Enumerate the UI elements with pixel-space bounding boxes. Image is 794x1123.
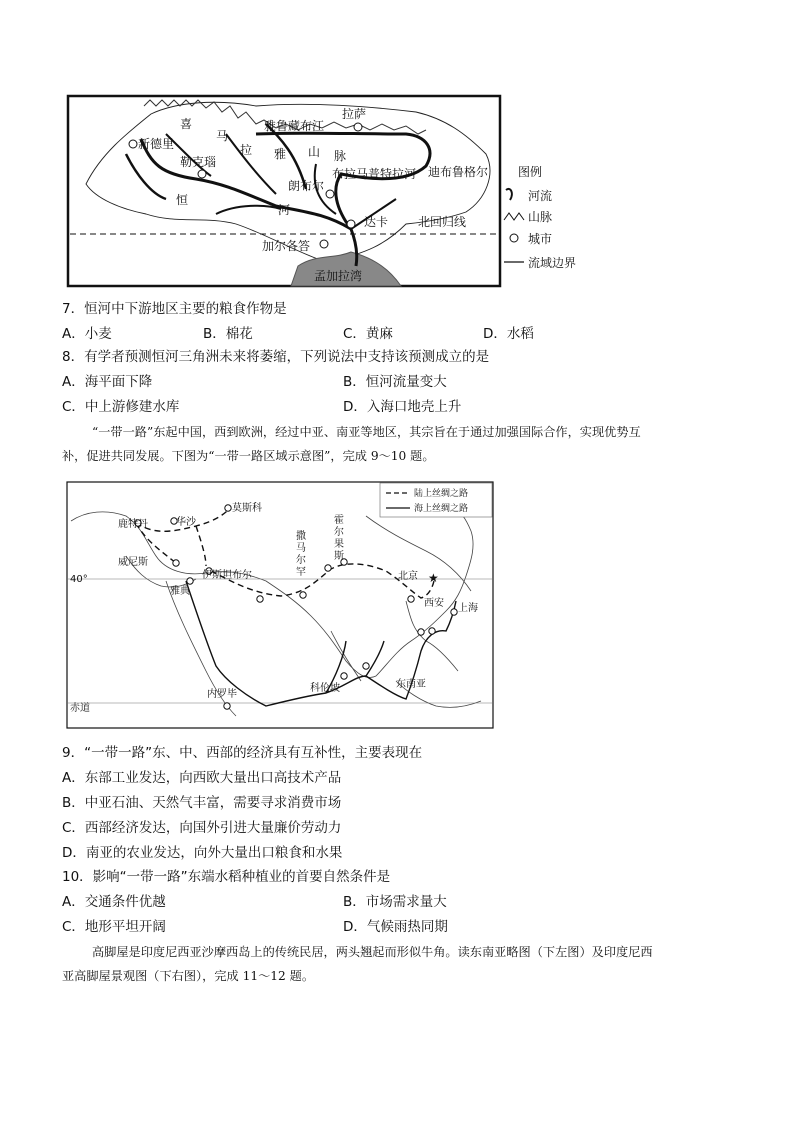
label-colombo: 科伦坡 [310,683,340,694]
label-dibrugarh: 迪布鲁格尔 [428,165,489,179]
label-ma: 马 [216,129,229,143]
q8-option-c: C．中上游修建水库 [62,399,180,415]
label-samarkand-4: 罕 [296,567,306,578]
intro2-line2: 亚高脚屋景观图（下右图），完成 11～12 题。 [62,969,315,983]
label-mai: 脉 [334,149,347,163]
q9-option-d: D．南亚的农业发达，向外大量出口粮食和水果 [62,845,343,861]
label-la: 拉 [240,143,253,157]
city-marker [173,560,179,566]
q8-option-b: B．恒河流量变大 [343,374,447,390]
city-marker [320,240,328,248]
label-lat40: 40° [70,574,88,585]
q9-stem: 9．“一带一路”东、中、西部的经济具有互补性，主要表现在 [62,745,423,761]
q7-option-a: A．小麦 [62,326,112,342]
label-brahmaputra: 布拉马普特拉河 [332,167,417,181]
svg-text:海上丝绸之路: 海上丝绸之路 [414,504,469,514]
intro1-line1: “一带一路”东起中国，西到欧洲，经过中亚、南亚等地区，其宗旨在于通过加强国际合作，实现优势互 [92,425,641,439]
label-yarlung: 雅鲁藏布江 [264,119,325,133]
label-dongling: 东南亚 [396,679,426,690]
label-shan: 山 [308,145,321,159]
label-khorgos-2: 尔 [334,527,344,538]
svg-text:陆上丝绸之路: 陆上丝绸之路 [414,489,469,499]
label-he: 河 [278,203,291,217]
label-khorgos-1: 霍 [334,515,344,526]
q7-option-c: C．黄麻 [343,326,393,342]
city-legend-icon [510,234,518,242]
svg-text:城市: 城市 [528,232,553,246]
mountain-legend-icon [504,213,524,220]
city-marker [325,565,331,571]
label-beijing: 北京 [398,571,418,582]
q7-stem: 7．恒河中下游地区主要的粮食作物是 [62,301,287,317]
label-moscow: 莫斯科 [232,503,262,514]
ganges-basin-map [66,94,586,290]
q10-option-c: C．地形平坦开阔 [62,919,166,935]
city-marker [429,628,435,634]
label-xi: 喜 [180,117,193,131]
label-nairobi: 内罗毕 [207,689,237,700]
label-dhaka: 达卡 [364,215,389,229]
q10-option-d: D．气候雨热同期 [343,919,448,935]
label-khorgos-3: 果 [334,539,344,550]
svg-text:山脉: 山脉 [528,210,553,224]
q8-option-d: D．入海口地壳上升 [343,399,462,415]
label-equator: 赤道 [70,703,90,714]
label-lhasa: 拉萨 [342,107,367,121]
label-shanghai: 上海 [458,603,478,614]
q9-option-c: C．西部经济发达，向国外引进大量廉价劳动力 [62,820,342,836]
belt-road-map [66,481,494,729]
city-marker [418,629,424,635]
city-marker [347,220,355,228]
q7-option-d: D．水稻 [483,326,534,342]
intro2-line1: 高脚屋是印度尼西亚沙摩西岛上的传统民居，两头翘起而形似牛角。读东南亚略图（下左图）及印度尼西 [92,945,653,959]
label-istanbul: 伊斯坦布尔 [202,570,252,581]
city-marker [129,140,137,148]
river-legend-icon [506,189,512,200]
q10-option-b: B．市场需求量大 [343,894,447,910]
label-bay: 孟加拉湾 [314,269,363,283]
label-venice: 威尼斯 [118,557,148,568]
q9-option-a: A．东部工业发达，向西欧大量出口高技术产品 [62,770,342,786]
q7-option-b: B．棉花 [203,326,253,342]
q10-option-a: A．交通条件优越 [62,894,166,910]
label-samarkand-3: 尔 [296,555,306,566]
city-marker [451,609,457,615]
q9-option-b: B．中亚石油、天然气丰富，需要寻求消费市场 [62,795,342,811]
q8-stem: 8．有学者预测恒河三角洲未来将萎缩，下列说法中支持该预测成立的是 [62,349,490,365]
label-xian: 西安 [424,598,444,609]
city-marker [198,170,206,178]
label-athens: 雅典 [170,586,190,597]
city-marker [257,596,263,602]
intro1-line2: 补，促进共同发展。下图为“一带一路区域示意图”，完成 9～10 题。 [62,449,435,463]
city-marker [326,190,334,198]
label-samarkand-2: 马 [296,543,306,554]
q8-option-a: A．海平面下降 [62,374,153,390]
map2-legend [380,483,492,517]
label-kathmandu: 朗布尔 [288,179,325,193]
label-kolkata: 加尔各答 [262,239,311,253]
city-marker [341,673,347,679]
q10-stem: 10．影响“一带一路”东端水稻种植业的首要自然条件是 [62,869,391,885]
map1-legend [504,164,576,270]
label-tropic: 北回归线 [418,215,467,229]
label-warsaw: 华沙 [176,517,196,528]
city-marker [224,703,230,709]
label-samarkand-1: 撒 [296,531,306,542]
label-ya: 雅 [274,147,287,161]
svg-text:图例: 图例 [518,165,543,179]
city-marker [408,596,414,602]
label-lucknow: 勒克瑙 [180,155,217,169]
label-newdelhi: 新德里 [138,137,175,151]
label-heng: 恒 [176,193,189,207]
city-marker [354,123,362,131]
svg-text:河流: 河流 [528,189,553,203]
label-rotterdam: 鹿特丹 [118,519,148,530]
city-marker [363,663,369,669]
city-marker [300,592,306,598]
svg-text:流域边界: 流域边界 [528,256,577,270]
city-marker [187,578,193,584]
label-khorgos-4: 斯 [334,551,344,562]
beijing-star-icon: ★ [428,571,439,585]
city-marker [225,505,231,511]
